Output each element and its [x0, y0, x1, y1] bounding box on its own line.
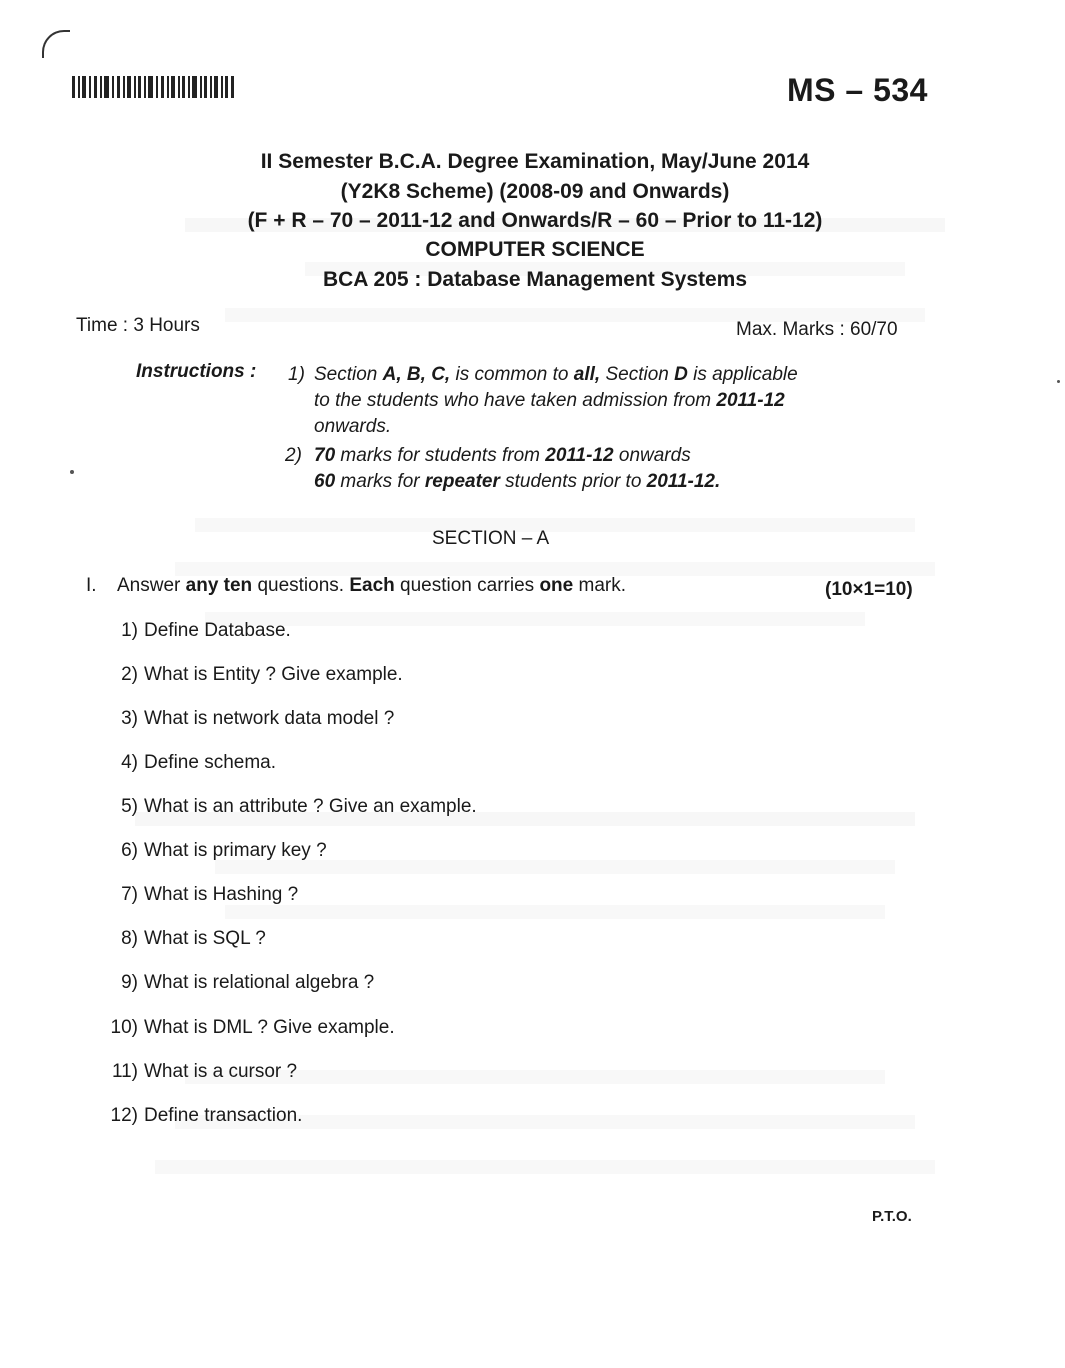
question-item: 5) What is an attribute ? Give an example. — [121, 796, 477, 817]
instruction-1-number: 1) — [288, 364, 305, 385]
question-item: 2) What is Entity ? Give example. — [121, 664, 403, 685]
question-item: 3) What is network data model ? — [121, 708, 395, 729]
question-item: 10) What is DML ? Give example. — [110, 1017, 395, 1038]
header-line-1: II Semester B.C.A. Degree Examination, May/June 2014 — [260, 150, 810, 173]
question-item: 8) What is SQL ? — [121, 928, 266, 949]
section-title: SECTION – A — [432, 528, 550, 549]
scan-speck — [70, 470, 74, 474]
part-instruction: Answer any ten questions. Each question carries one mark. — [117, 575, 627, 596]
question-item: 6) What is primary key ? — [121, 840, 327, 861]
instruction-1-line-2: to the students who have taken admission from 2011-12 — [314, 390, 785, 411]
instruction-2-line-2: 60 marks for repeater students prior to 2011-12. — [314, 471, 721, 492]
header-line-2: (Y2K8 Scheme) (2008-09 and Onwards) — [340, 180, 730, 203]
question-item: 12) Define transaction. — [110, 1105, 303, 1126]
question-item: 11) What is a cursor ? — [111, 1061, 298, 1082]
question-item: 9) What is relational algebra ? — [121, 972, 375, 993]
subject-title: COMPUTER SCIENCE — [425, 238, 645, 261]
barcode — [72, 76, 234, 98]
question-item: 1) Define Database. — [121, 620, 291, 641]
question-item: 4) Define schema. — [121, 752, 277, 773]
part-marks: (10×1=10) — [825, 579, 913, 600]
instructions-label: Instructions : — [136, 361, 257, 382]
time-duration: Time : 3 Hours — [76, 315, 200, 336]
paper-code: MS – 534 — [787, 72, 928, 108]
scan-speck — [1057, 380, 1060, 383]
instruction-2-number: 2) — [285, 445, 302, 466]
part-number: I. — [86, 575, 97, 596]
pto-label: P.T.O. — [872, 1208, 912, 1225]
course-title: BCA 205 : Database Management Systems — [322, 268, 748, 291]
instruction-2-line-1: 70 marks for students from 2011-12 onwards — [314, 445, 691, 466]
header-line-3: (F + R – 70 – 2011-12 and Onwards/R – 60 – Prior to 11-12) — [247, 209, 823, 232]
instruction-1-line-1: Section A, B, C, is common to all, Section D is applicable — [314, 364, 798, 385]
instruction-1-line-3: onwards. — [314, 416, 392, 437]
question-item: 7) What is Hashing ? — [121, 884, 299, 905]
max-marks: Max. Marks : 60/70 — [736, 319, 898, 340]
